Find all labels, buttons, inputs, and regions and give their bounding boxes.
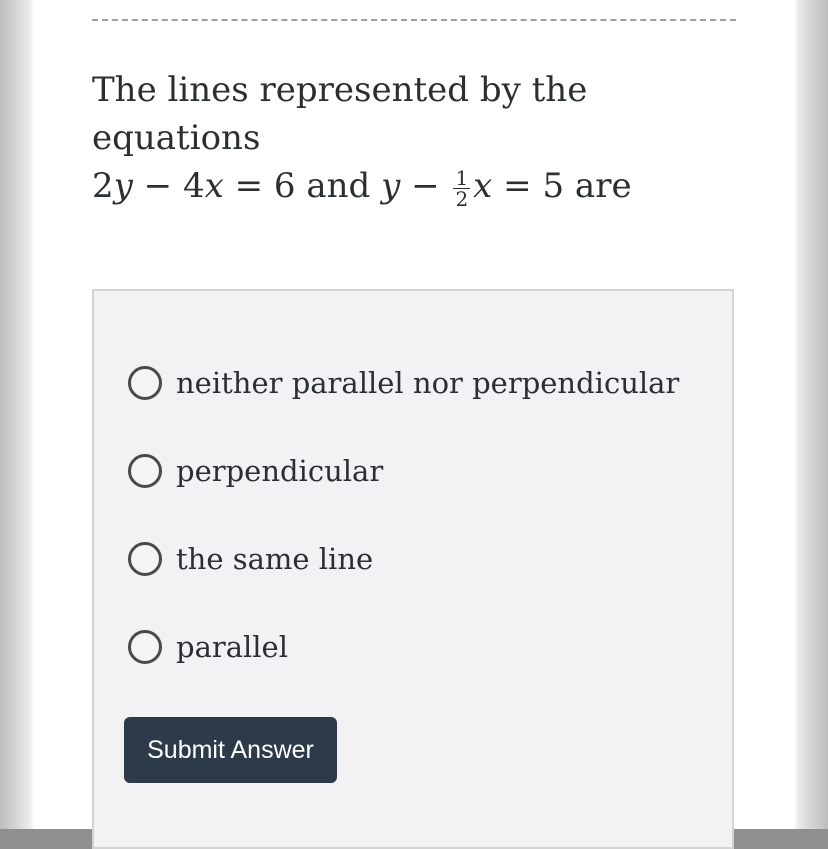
- eq2-minus: −: [400, 166, 451, 206]
- are-text: are: [564, 166, 632, 206]
- eq1-var-y: y: [113, 166, 133, 206]
- eq2-var-x: x: [473, 166, 493, 206]
- question-line-2: [92, 162, 752, 210]
- radio-button[interactable]: [128, 366, 162, 400]
- option-neither-parallel-nor-perpendicular[interactable]: [128, 363, 679, 403]
- eq2-equals: = 5: [492, 166, 565, 206]
- radio-button[interactable]: [128, 542, 162, 576]
- option-label: perpendicular: [176, 454, 384, 488]
- option-label: neither parallel nor perpendicular: [176, 366, 680, 400]
- option-label: the same line: [176, 542, 374, 576]
- answer-options-panel: [92, 289, 734, 849]
- dashed-divider: [92, 19, 736, 21]
- fraction-one-half: [453, 168, 470, 209]
- option-perpendicular[interactable]: [128, 451, 383, 491]
- eq1-equals: = 6: [223, 166, 296, 206]
- option-same-line[interactable]: [128, 539, 373, 579]
- eq1-var-x: x: [204, 166, 224, 206]
- radio-button[interactable]: [128, 630, 162, 664]
- question-line-1: The lines represented by the equations: [92, 70, 588, 158]
- eq1-minus: −: [132, 166, 183, 206]
- submit-answer-button[interactable]: Submit Answer: [124, 717, 337, 783]
- eq1-coef-y: 2: [92, 166, 114, 206]
- radio-button[interactable]: [128, 454, 162, 488]
- eq2-var-y: y: [381, 166, 401, 206]
- and-text: and: [295, 166, 382, 206]
- option-parallel[interactable]: [128, 627, 288, 667]
- fraction-denominator: 2: [455, 187, 469, 211]
- question-text: [92, 66, 752, 210]
- fraction-numerator: 1: [455, 166, 469, 190]
- eq1-coef-x: 4: [182, 166, 205, 206]
- option-label: parallel: [176, 630, 288, 664]
